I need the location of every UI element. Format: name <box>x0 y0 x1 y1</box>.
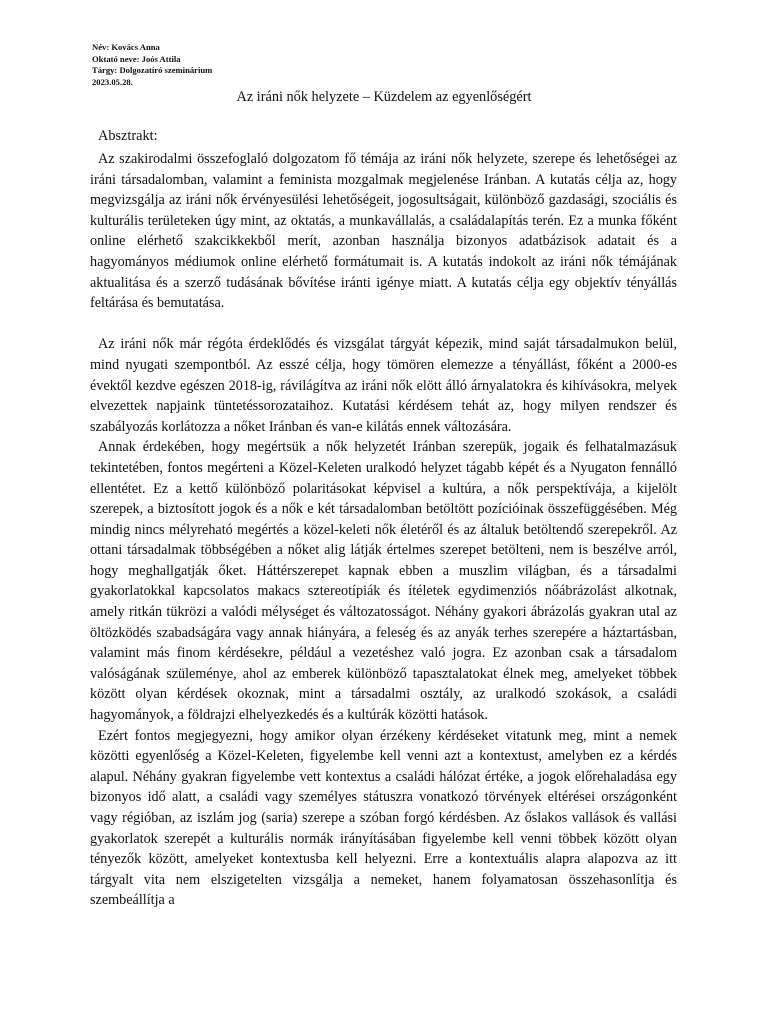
document-title: Az iráni nők helyzete – Küzdelem az egyenlőségért <box>236 89 532 105</box>
student-name: Név: Kovács Anna <box>92 42 160 52</box>
paragraph-equality: Ezért fontos megjegyezni, hogy amikor olyan érzékeny kérdéseket vitatunk meg, mint a nemek közötti egyenlőség a Közel-Keleten, figyelembe kell venni azt a kontextust, amelyben ez a kérdés alapul. Néhány gyakran figyelembe vett kontextus a családi hálózat értéke, a jogok előrehaladása egy bizonyos idő alatt, a családi vagy személyes státuszra vonatkozó törvények eltérései országonként vagy régióban, az iszlám jog (saria) szerepe a szóban forgó kérdésben. Az őslakos vallások és vallási gyakorlatok szerepét a kulturális normák irányításában figyelembe kell venni többek között olyan tényezők között, amelyeket kontextusba kell helyezni. Erre a kontextuális alapra alapozva az itt tárgyalt vita nem elszigetelten vizsgálja a nemeket, hanem folyamatosan összehasonlítja és szembeállítja a <box>90 727 677 909</box>
abstract-label: Absztrakt: <box>98 128 158 144</box>
teacher-name: Oktató neve: Joós Attila <box>92 53 181 64</box>
date-line: 2023.05.28. <box>92 77 133 88</box>
paragraph-abstract: Az szakirodalmi összefoglaló dolgozatom fő témája az iráni nők helyzete, szerepe és lehetőségei az iráni társadalomban, valamint a feminista mozgalmak megjelenése Iránban. A kutatás célja az, hogy megvizsgálja az iráni nők érvényesülési lehetőségeit, jogosultságait, különböző gazdasági, szociális és kulturális területeken úgy mint, az oktatás, a munkavállalás, a családalapítás terén. Ez a munka főként online elérhető szakcikkekből merít, azonban használja bizonyos adatbázisok adatait és a hagyományos médiumok online elérhető formátumait is. A kutatás indokolt az iráni nők témájának aktualitása és a szerző tudásának bővítése iránti igénye miatt. A kutatás célja egy objektív tényállás feltárása és bemutatása. <box>90 151 677 312</box>
document-header <box>92 42 212 89</box>
document-body <box>90 149 677 911</box>
paragraph-context: Annak érdekében, hogy megértsük a nők helyzetét Iránban szerepük, jogaik és felhatalmazásuk tekintetében, fontos megérteni a Közel-Keleten uralkodó helyzet tágabb képét és a Nyugaton fennálló ellentétet. Ez a kettő különböző polaritásokat képvisel a kultúra, a nők perspektívája, a kijelölt szerepek, a biztosított jogok és a nők e két társadalomban betöltött pozícióinak összefüggésében. Még mindig nincs mélyreható megértés a közel-keleti nők életéről és az általuk betöltendő szerepekről. Az ottani társadalmak többségében a nőket alig látják értelmes szerepet betölteni, nem is beszélve arról, hogy meghallgatják őket. Háttérszerepet kapnak ebben a muszlim világban, és a társadalmi gyakorlatokkal kapcsolatos makacs sztereotípiák és ítéletek egydimenziós nőábrázolást alkotnak, amely ritkán tükrözi a valódi mélységet és változatosságot. Néhány gyakori ábrázolás gyakran utal az öltözködés szabadságára vagy annak hiányára, a feleség és az anyák terhes szerepére a háztartásban, valamint más finom kérdésekre, például a vezetéshez való jogra. Ez azonban csak a társadalom valóságának szüleménye, ahol az emberek különböző tapasztalatokat élnek meg, amelyeket többek között olyan kérdések okoznak, mint a társadalmi osztály, az uralkodó szokások, a családi hagyományok, a földrajzi elhelyezkedés és a kultúrák közötti hatások. <box>90 439 677 724</box>
subject-line: Tárgy: Dolgozatíró szeminárium <box>92 65 213 76</box>
paragraph-intro: Az iráni nők már régóta érdeklődés és vizsgálat tárgyát képezik, mind saját társadalmukon belül, mind nyugati szempontból. Az esszé célja, hogy tömören elemezze a tényállást, főként a 2000-es évektől kezdve egészen 2018-ig, rávilágítva az iráni nők elött álló árnyalatokra és kihívásokra, melyek elvezettek napjaink tüntetéssorozataihoz. Kutatási kérdésem tehát az, hogy milyen rendszer és szabályozás korlátozza a nőket Iránban és van-e kilátás ennek változására. <box>90 336 677 435</box>
